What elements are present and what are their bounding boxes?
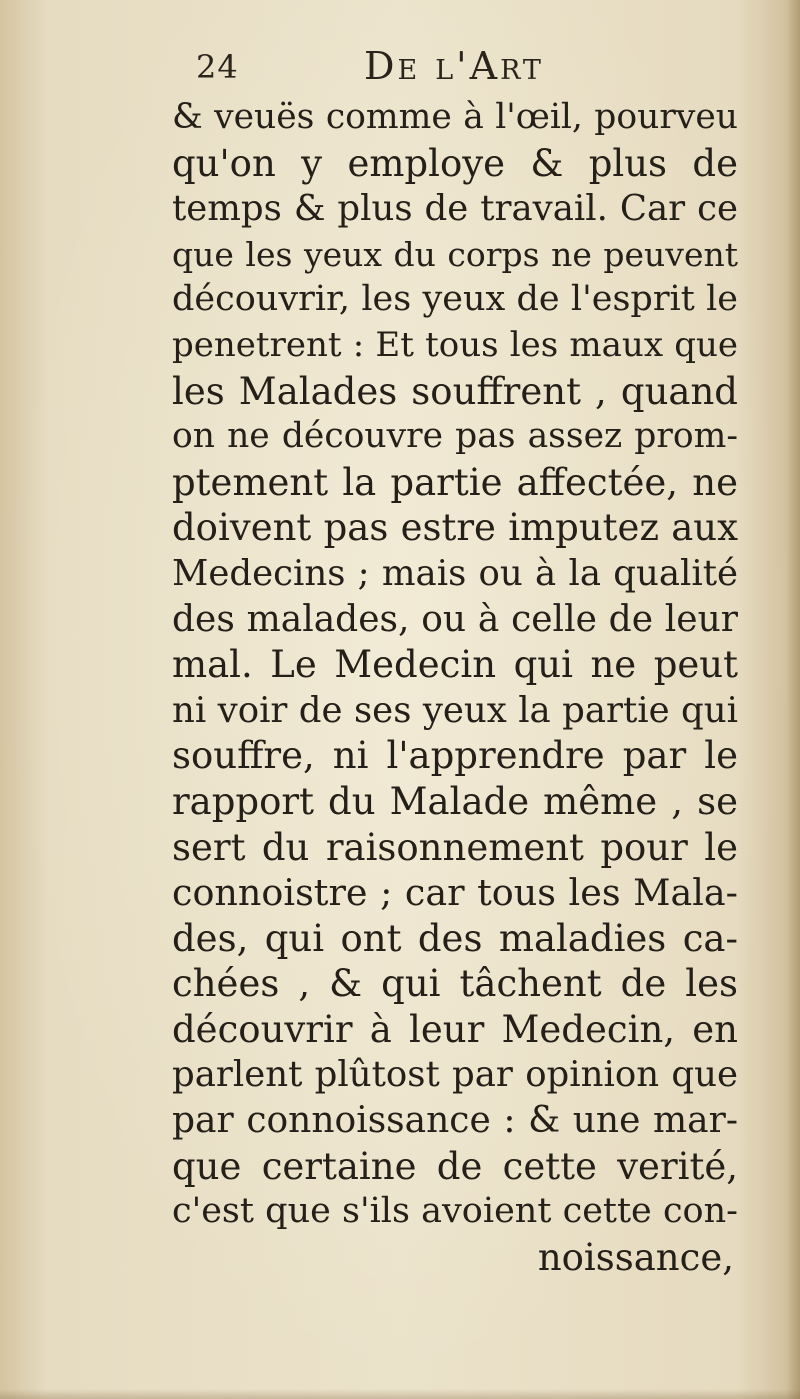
text-line: sert du raisonnement pour le bbox=[172, 825, 738, 869]
text-line: connoistre ; car tous les Mala- bbox=[172, 871, 738, 915]
text-line: on ne découvre pas assez prom- bbox=[172, 416, 738, 457]
text-line: chées , & qui tâchent de les bbox=[172, 962, 738, 1006]
running-title: De l'Art bbox=[364, 44, 544, 88]
text-line: ni voir de ses yeux la partie qui bbox=[172, 689, 738, 731]
page-number: 24 bbox=[196, 48, 239, 86]
page-bottom-shadow bbox=[0, 1389, 800, 1399]
text-line: des, qui ont des maladies ca- bbox=[172, 916, 738, 960]
text-line: que les yeux du corps ne peuvent bbox=[172, 234, 738, 274]
body-text bbox=[172, 95, 738, 1280]
text-line: parlent plûtost par opinion que bbox=[172, 1054, 738, 1096]
text-line: découvrir à leur Medecin, en bbox=[172, 1007, 738, 1051]
catchword: noissance, bbox=[537, 1235, 734, 1279]
page-edge-shadow bbox=[786, 0, 800, 1399]
text-line: c'est que s'ils avoient cette con- bbox=[172, 1191, 738, 1232]
text-line: ptement la partie affectée, ne bbox=[172, 460, 738, 504]
text-line: souffre, ni l'apprendre par le bbox=[172, 734, 738, 778]
text-line: que certaine de cette verité, bbox=[172, 1144, 738, 1188]
text-line: qu'on y employe & plus de bbox=[172, 141, 738, 185]
text-line: doivent pas estre imputez aux bbox=[172, 506, 738, 550]
text-line: & veuës comme à l'œil, pourveu bbox=[172, 97, 738, 137]
text-line: penetrent : Et tous les maux que bbox=[172, 324, 738, 365]
text-line: des malades, ou à celle de leur bbox=[172, 598, 738, 640]
text-line: Medecins ; mais ou à la qualité bbox=[172, 552, 738, 594]
text-line: par connoissance : & une mar- bbox=[172, 1100, 738, 1142]
text-line: découvrir, les yeux de l'esprit le bbox=[172, 279, 738, 320]
text-line: temps & plus de travail. Car ce bbox=[172, 188, 738, 230]
text-line: mal. Le Medecin qui ne peut bbox=[172, 643, 738, 687]
text-line: les Malades souffrent , quand bbox=[172, 369, 738, 413]
page-header bbox=[196, 42, 716, 92]
text-line: rapport du Malade même , se bbox=[172, 779, 738, 823]
